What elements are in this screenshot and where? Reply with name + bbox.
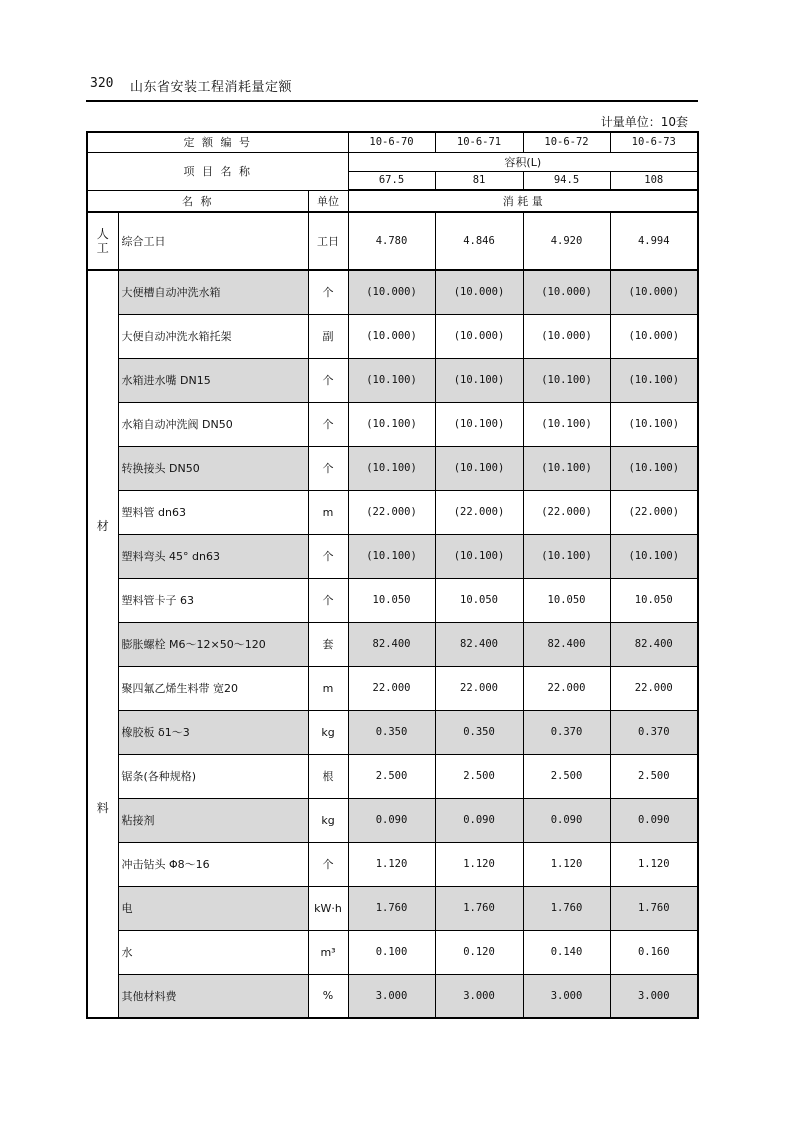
capacity-value: 67.5	[348, 171, 435, 190]
quota-code: 10-6-73	[610, 132, 698, 152]
book-title: 山东省安装工程消耗量定额	[130, 80, 293, 95]
material-value: 2.500	[610, 754, 698, 798]
material-value: (10.100)	[348, 534, 435, 578]
material-row	[87, 446, 698, 490]
material-name: 其他材料费	[118, 974, 308, 1018]
labor-value: 4.780	[348, 212, 435, 270]
material-value: (10.100)	[610, 446, 698, 490]
material-value: 3.000	[348, 974, 435, 1018]
material-row	[87, 490, 698, 534]
material-value: (10.000)	[435, 270, 523, 314]
capacity-value: 94.5	[523, 171, 610, 190]
material-unit: 个	[308, 358, 348, 402]
material-value: 22.000	[523, 666, 610, 710]
material-value: 22.000	[610, 666, 698, 710]
material-value: (10.100)	[523, 534, 610, 578]
material-value: 22.000	[348, 666, 435, 710]
material-value: 10.050	[435, 578, 523, 622]
material-value: (10.000)	[348, 314, 435, 358]
material-row	[87, 930, 698, 974]
material-value: 10.050	[610, 578, 698, 622]
material-unit: m	[308, 490, 348, 534]
material-value: 0.370	[610, 710, 698, 754]
page-header	[86, 74, 698, 100]
material-value: 0.090	[610, 798, 698, 842]
material-unit: kg	[308, 710, 348, 754]
material-value: (10.100)	[435, 534, 523, 578]
material-value: 82.400	[523, 622, 610, 666]
material-value: 1.760	[348, 886, 435, 930]
unit-label: 单位	[308, 190, 348, 212]
material-row	[87, 886, 698, 930]
material-value: (10.100)	[610, 534, 698, 578]
unit-note: 计量单位：10套	[600, 115, 688, 129]
material-name: 锯条(各种规格)	[118, 754, 308, 798]
material-value: 2.500	[435, 754, 523, 798]
material-name: 塑料管 dn63	[118, 490, 308, 534]
material-name: 水箱进水嘴 DN15	[118, 358, 308, 402]
material-name: 聚四氟乙烯生料带 宽20	[118, 666, 308, 710]
material-value: 1.120	[610, 842, 698, 886]
material-value: (10.100)	[610, 402, 698, 446]
material-value: 0.140	[523, 930, 610, 974]
material-value: 0.350	[435, 710, 523, 754]
material-row	[87, 402, 698, 446]
material-unit: kW·h	[308, 886, 348, 930]
material-unit: m³	[308, 930, 348, 974]
material-value: (22.000)	[348, 490, 435, 534]
material-name: 橡胶板 δ1～3	[118, 710, 308, 754]
material-value: (10.100)	[523, 358, 610, 402]
labor-value: 4.920	[523, 212, 610, 270]
material-row	[87, 798, 698, 842]
quota-table	[86, 131, 699, 1019]
material-name: 转换接头 DN50	[118, 446, 308, 490]
material-name: 塑料弯头 45° dn63	[118, 534, 308, 578]
labor-name: 综合工日	[118, 212, 308, 270]
material-value: 0.160	[610, 930, 698, 974]
column-header-row	[87, 190, 698, 212]
material-group-top: 材	[96, 519, 109, 533]
material-value: 1.120	[348, 842, 435, 886]
material-unit: m	[308, 666, 348, 710]
material-unit: 套	[308, 622, 348, 666]
capacity-value: 81	[435, 171, 523, 190]
capacity-label: 容积(L)	[348, 152, 698, 171]
material-value: 0.090	[435, 798, 523, 842]
material-value: 3.000	[610, 974, 698, 1018]
material-value: 2.500	[523, 754, 610, 798]
material-name: 大便自动冲洗水箱托架	[118, 314, 308, 358]
material-row	[87, 754, 698, 798]
material-value: (10.100)	[348, 358, 435, 402]
material-value: (10.100)	[435, 358, 523, 402]
material-row	[87, 622, 698, 666]
header-rule	[86, 100, 698, 102]
quota-code: 10-6-72	[523, 132, 610, 152]
material-value: (22.000)	[610, 490, 698, 534]
material-value: (10.100)	[523, 402, 610, 446]
material-unit: 个	[308, 534, 348, 578]
material-row	[87, 578, 698, 622]
material-row	[87, 842, 698, 886]
material-unit: 个	[308, 842, 348, 886]
material-name: 塑料管卡子 63	[118, 578, 308, 622]
material-unit: kg	[308, 798, 348, 842]
name-label: 名 称	[87, 190, 308, 212]
material-unit: 根	[308, 754, 348, 798]
material-group-bottom: 料	[96, 801, 109, 815]
material-value: 0.370	[523, 710, 610, 754]
labor-group-text: 人工	[96, 227, 109, 255]
material-value: 22.000	[435, 666, 523, 710]
material-unit: 个	[308, 402, 348, 446]
material-unit: 个	[308, 446, 348, 490]
material-value: (10.000)	[523, 270, 610, 314]
material-value: (10.000)	[610, 270, 698, 314]
page-number: 320	[90, 76, 114, 91]
labor-group-label	[87, 212, 118, 270]
material-unit: 个	[308, 270, 348, 314]
material-value: 10.050	[348, 578, 435, 622]
material-value: (22.000)	[435, 490, 523, 534]
labor-unit: 工日	[308, 212, 348, 270]
labor-value: 4.994	[610, 212, 698, 270]
material-name: 粘接剂	[118, 798, 308, 842]
material-value: (10.000)	[523, 314, 610, 358]
capacity-header-row	[87, 152, 698, 171]
material-value: (22.000)	[523, 490, 610, 534]
material-name: 冲击钻头 Φ8～16	[118, 842, 308, 886]
quota-code: 10-6-70	[348, 132, 435, 152]
item-label: 项 目 名 称	[87, 152, 348, 190]
material-value: (10.100)	[435, 402, 523, 446]
labor-value: 4.846	[435, 212, 523, 270]
material-value: (10.000)	[610, 314, 698, 358]
consumption-label: 消 耗 量	[348, 190, 698, 212]
material-value: 0.100	[348, 930, 435, 974]
material-value: 0.090	[348, 798, 435, 842]
quota-label: 定 额 编 号	[87, 132, 348, 152]
material-name: 水箱自动冲洗阀 DN50	[118, 402, 308, 446]
material-value: (10.100)	[435, 446, 523, 490]
material-value: 0.090	[523, 798, 610, 842]
quota-code: 10-6-71	[435, 132, 523, 152]
material-row	[87, 534, 698, 578]
material-value: 1.760	[435, 886, 523, 930]
material-value: 82.400	[610, 622, 698, 666]
material-value: 82.400	[348, 622, 435, 666]
material-value: 1.120	[523, 842, 610, 886]
material-row	[87, 314, 698, 358]
material-row	[87, 666, 698, 710]
material-value: 3.000	[523, 974, 610, 1018]
material-row	[87, 358, 698, 402]
material-value: 2.500	[348, 754, 435, 798]
material-value: 10.050	[523, 578, 610, 622]
capacity-value: 108	[610, 171, 698, 190]
material-row	[87, 270, 698, 314]
material-unit: 副	[308, 314, 348, 358]
material-value: (10.100)	[348, 402, 435, 446]
material-name: 大便槽自动冲洗水箱	[118, 270, 308, 314]
material-value: 1.760	[523, 886, 610, 930]
material-value: 3.000	[435, 974, 523, 1018]
material-unit: %	[308, 974, 348, 1018]
material-value: 0.120	[435, 930, 523, 974]
material-value: 1.760	[610, 886, 698, 930]
material-value: (10.100)	[348, 446, 435, 490]
labor-row	[87, 212, 698, 270]
material-value: 82.400	[435, 622, 523, 666]
material-value: 1.120	[435, 842, 523, 886]
material-value: 0.350	[348, 710, 435, 754]
material-group-label	[87, 270, 118, 1018]
material-row	[87, 974, 698, 1018]
material-row	[87, 710, 698, 754]
material-unit: 个	[308, 578, 348, 622]
material-value: (10.100)	[610, 358, 698, 402]
material-name: 电	[118, 886, 308, 930]
material-name: 水	[118, 930, 308, 974]
material-value: (10.100)	[523, 446, 610, 490]
material-name: 膨胀螺栓 M6～12×50～120	[118, 622, 308, 666]
material-value: (10.000)	[435, 314, 523, 358]
quota-code-row	[87, 132, 698, 152]
material-value: (10.000)	[348, 270, 435, 314]
